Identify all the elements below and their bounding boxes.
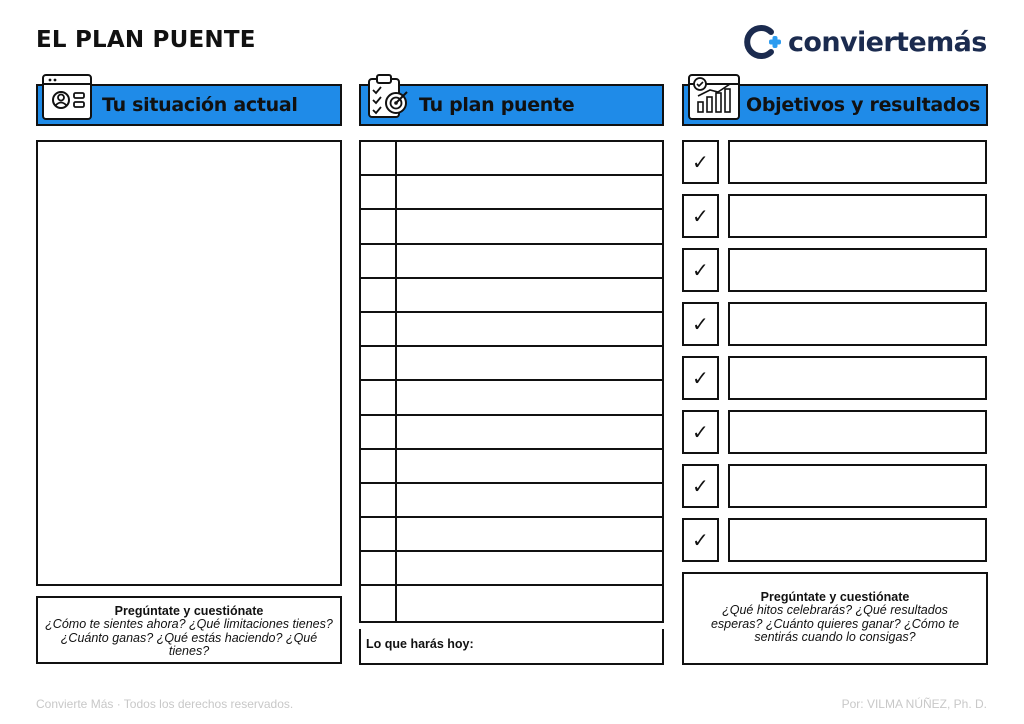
svg-text:✓: ✓ — [691, 259, 709, 281]
situation-header — [36, 84, 342, 126]
footer-author: Por: VILMA NÚÑEZ, Ph. D. — [841, 697, 987, 711]
goal-field[interactable] — [728, 140, 987, 184]
svg-text:✓: ✓ — [691, 151, 709, 173]
plan-row[interactable] — [361, 552, 662, 586]
plan-row-text[interactable] — [397, 176, 662, 208]
plan-row[interactable] — [361, 586, 662, 620]
plan-row-number — [361, 416, 397, 448]
svg-text:✓: ✓ — [691, 313, 709, 335]
plan-header — [359, 84, 664, 126]
profile-card-icon — [42, 74, 92, 120]
plan-row-number — [361, 586, 397, 620]
plan-row[interactable] — [361, 381, 662, 415]
plan-row[interactable] — [361, 279, 662, 313]
goal-checkbox[interactable] — [682, 410, 719, 454]
plan-row-text[interactable] — [397, 210, 662, 242]
goal-field[interactable] — [728, 356, 987, 400]
plan-row-text[interactable] — [397, 142, 662, 174]
plan-row[interactable] — [361, 347, 662, 381]
plan-table — [359, 140, 664, 623]
goal-field[interactable] — [728, 302, 987, 346]
checkmark-icon — [690, 529, 712, 551]
svg-text:✓: ✓ — [691, 367, 709, 389]
plan-header-label: Tu plan puente — [419, 94, 575, 116]
goal-checkbox[interactable] — [682, 194, 719, 238]
plan-row[interactable] — [361, 245, 662, 279]
today-box[interactable] — [359, 629, 664, 665]
checkmark-icon — [690, 313, 712, 335]
goal-checkbox[interactable] — [682, 302, 719, 346]
situation-prompt-text: ¿Cómo te sientes ahora? ¿Qué limitaciones tienes? ¿Cuánto ganas? ¿Qué estás haciendo? ¿Qué tienes? — [45, 617, 333, 658]
checkmark-icon — [690, 421, 712, 443]
plan-row-text[interactable] — [397, 552, 662, 584]
situation-prompt-title: Pregúntate y cuestiónate — [114, 604, 264, 618]
goals-header-label: Objetivos y resultados — [746, 94, 980, 116]
plan-row[interactable] — [361, 313, 662, 347]
checkmark-icon — [690, 367, 712, 389]
goal-checkbox[interactable] — [682, 518, 719, 562]
situation-header-label: Tu situación actual — [102, 94, 298, 116]
situation-prompt — [36, 596, 342, 664]
plan-row-number — [361, 176, 397, 208]
svg-text:✓: ✓ — [691, 529, 709, 551]
plan-row[interactable] — [361, 484, 662, 518]
goals-prompt-text: ¿Qué hitos celebrarás? ¿Qué resultados esperas? ¿Cuánto quieres ganar? ¿Cómo te sentirás cuando lo consigas? — [710, 603, 960, 644]
goal-field[interactable] — [728, 518, 987, 562]
goals-prompt — [682, 572, 988, 665]
situation-textarea[interactable] — [36, 140, 342, 586]
conviertemas-logo-icon — [744, 24, 782, 60]
brand-logo — [744, 24, 987, 60]
plan-row-number — [361, 552, 397, 584]
plan-row-number — [361, 142, 397, 174]
plan-row-text[interactable] — [397, 347, 662, 379]
plan-row-text[interactable] — [397, 450, 662, 482]
goal-checkbox[interactable] — [682, 356, 719, 400]
plan-row-text[interactable] — [397, 279, 662, 311]
footer-copyright: Convierte Más · Todos los derechos reservados. — [36, 697, 294, 711]
today-label: Lo que harás hoy: — [366, 637, 474, 651]
plan-row-number — [361, 484, 397, 516]
goal-field[interactable] — [728, 464, 987, 508]
plan-row[interactable] — [361, 450, 662, 484]
goals-prompt-title: Pregúntate y cuestiónate — [760, 590, 910, 604]
goal-checkbox[interactable] — [682, 248, 719, 292]
plan-row[interactable] — [361, 176, 662, 210]
plan-row-number — [361, 279, 397, 311]
growth-chart-icon — [688, 74, 740, 120]
checkmark-icon — [690, 151, 712, 173]
clipboard-target-icon — [365, 73, 411, 121]
plan-row-text[interactable] — [397, 245, 662, 277]
logo-text: conviertemás — [788, 26, 987, 58]
plan-row-number — [361, 381, 397, 413]
plan-row[interactable] — [361, 142, 662, 176]
goal-checkbox[interactable] — [682, 140, 719, 184]
plan-row-text[interactable] — [397, 518, 662, 550]
plan-row-text[interactable] — [397, 313, 662, 345]
plan-row[interactable] — [361, 210, 662, 244]
svg-text:✓: ✓ — [691, 421, 709, 443]
plan-row[interactable] — [361, 518, 662, 552]
checkmark-icon — [690, 259, 712, 281]
plan-row[interactable] — [361, 416, 662, 450]
plan-row-text[interactable] — [397, 586, 662, 620]
svg-text:✓: ✓ — [691, 205, 709, 227]
plan-row-text[interactable] — [397, 381, 662, 413]
plan-row-number — [361, 518, 397, 550]
plan-row-text[interactable] — [397, 484, 662, 516]
goal-field[interactable] — [728, 194, 987, 238]
plan-row-number — [361, 313, 397, 345]
goal-checkbox[interactable] — [682, 464, 719, 508]
checkmark-icon — [690, 205, 712, 227]
page-title: EL PLAN PUENTE — [36, 27, 256, 53]
goals-header — [682, 84, 988, 126]
plan-row-text[interactable] — [397, 416, 662, 448]
plan-row-number — [361, 210, 397, 242]
plan-row-number — [361, 450, 397, 482]
goal-field[interactable] — [728, 248, 987, 292]
checkmark-icon — [690, 475, 712, 497]
goal-field[interactable] — [728, 410, 987, 454]
svg-text:✓: ✓ — [691, 475, 709, 497]
plan-row-number — [361, 245, 397, 277]
plan-row-number — [361, 347, 397, 379]
